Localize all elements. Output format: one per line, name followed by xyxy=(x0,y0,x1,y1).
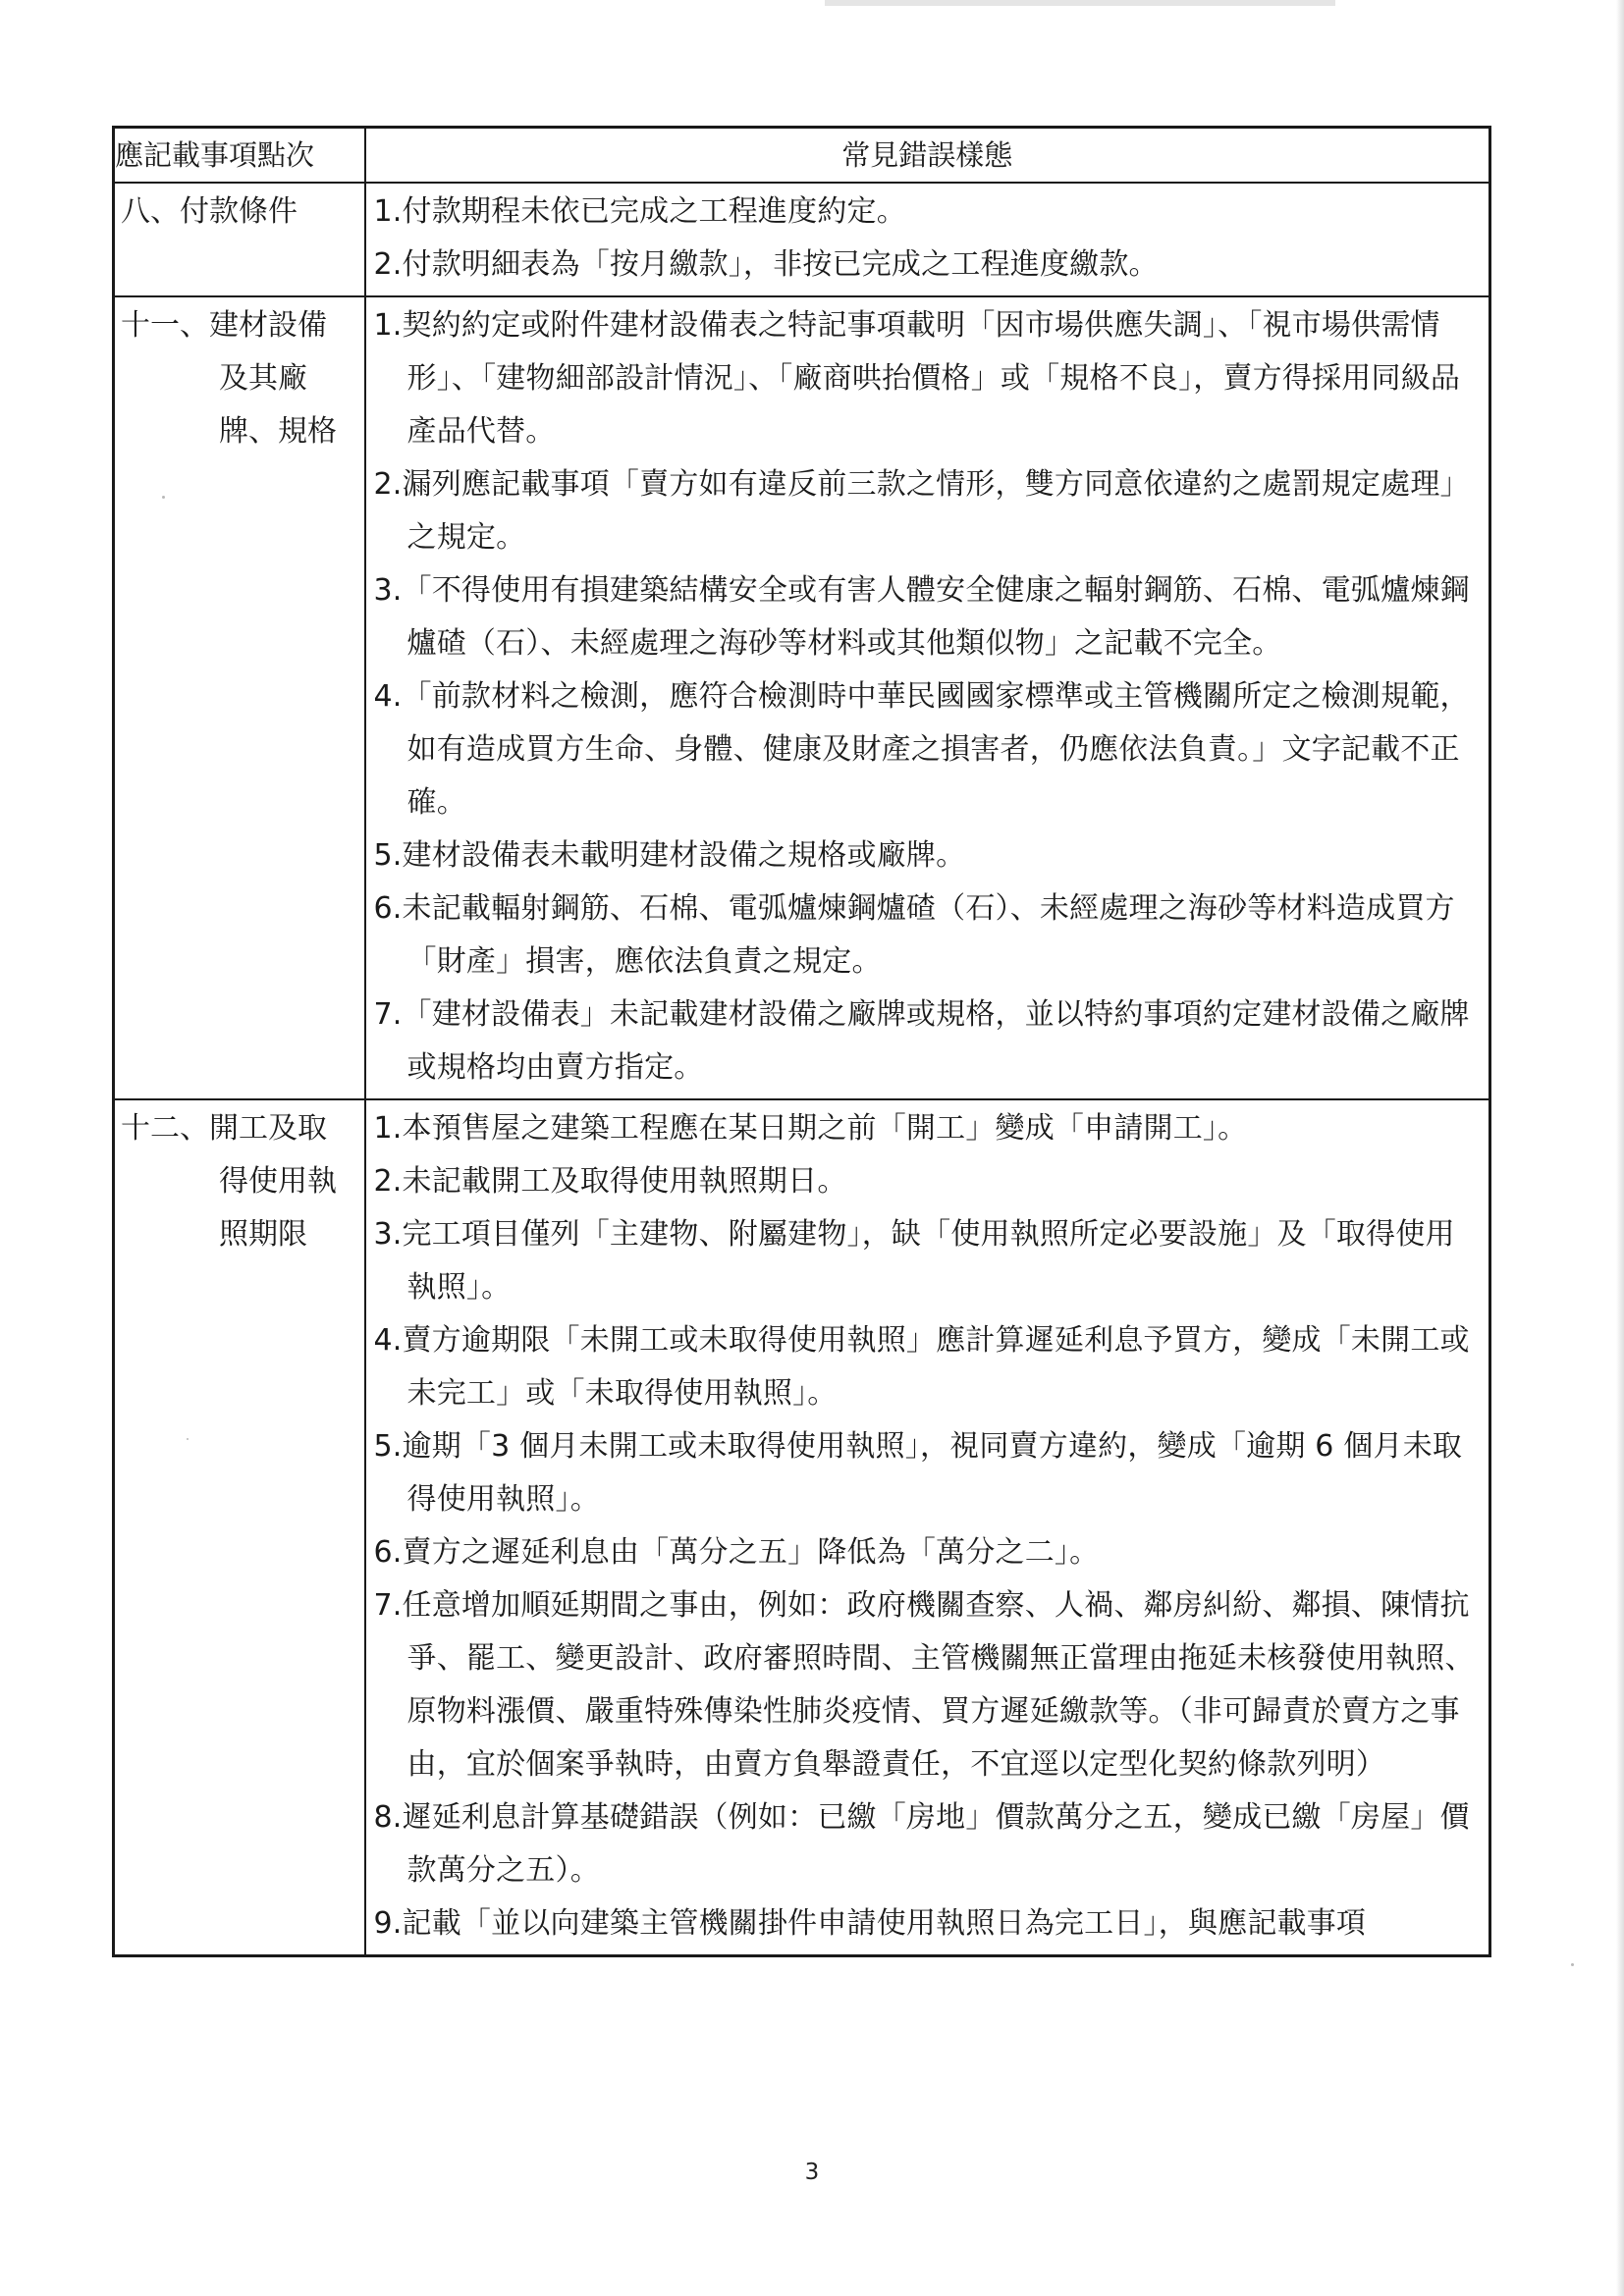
error-item: 2.未記載開工及取得使用執照期日。 xyxy=(373,1164,847,1199)
error-item: 8.遲延利息計算基礎錯誤（例如：已繳「房地」價款萬分之五，變成已繳「房屋」價款萬分之五）。 xyxy=(373,1800,1470,1888)
error-item: 6.賣方之遲延利息由「萬分之五」降低為「萬分之二」。 xyxy=(373,1535,1100,1570)
table-row xyxy=(114,1099,1490,1956)
item-label-line: 十一、建材設備 xyxy=(121,308,327,343)
scan-speck xyxy=(1571,1963,1574,1966)
item-label-line: 照期限 xyxy=(219,1217,307,1252)
scan-top-smudge xyxy=(825,0,1335,6)
item-cell xyxy=(114,1099,365,1956)
errors-cell xyxy=(365,183,1490,296)
item-label-line: 十二、開工及取 xyxy=(121,1111,327,1146)
header-errors-column: 常見錯誤樣態 xyxy=(365,128,1490,184)
error-item: 1.付款期程未依已完成之工程進度約定。 xyxy=(373,194,906,229)
error-item: 6.未記載輻射鋼筋、石棉、電弧爐煉鋼爐碴（石）、未經處理之海砂等材料造成買方「財產」損害，應依法負責之規定。 xyxy=(373,891,1455,979)
header-item-column: 應記載事項點次 xyxy=(114,128,365,184)
item-cell xyxy=(114,296,365,1099)
item-label-line: 及其廠 xyxy=(219,361,307,396)
table-row xyxy=(114,296,1490,1099)
error-item: 4.賣方逾期限「未開工或未取得使用執照」應計算遲延利息予買方，變成「未開工或未完工」或「未取得使用執照」。 xyxy=(373,1323,1470,1411)
error-item: 9.記載「並以向建築主管機關掛件申請使用執照日為完工日」，與應記載事項 xyxy=(373,1906,1367,1941)
error-item: 4.「前款材料之檢測，應符合檢測時中華民國國家標準或主管機關所定之檢測規範，如有造成買方生命、身體、健康及財產之損害者，仍應依法負責。」文字記載不正確。 xyxy=(373,679,1470,820)
item-label-line: 得使用執 xyxy=(219,1164,337,1199)
error-item: 2.漏列應記載事項「賣方如有違反前三款之情形，雙方同意依違約之處罰規定處理」之規定。 xyxy=(373,467,1470,555)
error-item: 3.「不得使用有損建築結構安全或有害人體安全健康之輻射鋼筋、石棉、電弧爐煉鋼爐碴（石）、未經處理之海砂等材料或其他類似物」之記載不完全。 xyxy=(373,573,1470,661)
errors-cell xyxy=(365,296,1490,1099)
error-item: 2.付款明細表為「按月繳款」，非按已完成之工程進度繳款。 xyxy=(373,247,1159,282)
item-label-line: 八、付款條件 xyxy=(121,194,298,229)
scan-right-edge-shadow xyxy=(1616,0,1624,2296)
error-item: 5.逾期「3 個月未開工或未取得使用執照」，視同賣方違約，變成「逾期 6 個月未取得使用執照」。 xyxy=(373,1429,1463,1517)
error-item: 7.任意增加順延期間之事由，例如：政府機關查察、人禍、鄰房糾紛、鄰損、陳情抗爭、罷工、變更設計、政府審照時間、主管機關無正當理由拖延未核發使用執照、原物料漲價、嚴重特殊傳染性肺炎疫情、買方遲延繳款等。（非可歸責於賣方之事由，宜於個案爭執時，由賣方負舉證責任，不宜逕以定型化契約條款列明） xyxy=(373,1588,1475,1782)
common-errors-table xyxy=(112,126,1491,1957)
error-item: 1.本預售屋之建築工程應在某日期之前「開工」變成「申請開工」。 xyxy=(373,1111,1248,1146)
errors-cell xyxy=(365,1099,1490,1956)
page-number: 3 xyxy=(804,2160,820,2185)
table-header-row xyxy=(114,128,1490,184)
table-row xyxy=(114,183,1490,296)
error-item: 7.「建材設備表」未記載建材設備之廠牌或規格，並以特約事項約定建材設備之廠牌或規格均由賣方指定。 xyxy=(373,997,1470,1085)
error-item: 5.建材設備表未載明建材設備之規格或廠牌。 xyxy=(373,838,966,873)
error-item: 1.契約約定或附件建材設備表之特記事項載明「因市場供應失調」、「視市場供需情形」、「建物細部設計情況」、「廠商哄抬價格」或「規格不良」，賣方得採用同級品產品代替。 xyxy=(373,308,1461,449)
error-item: 3.完工項目僅列「主建物、附屬建物」，缺「使用執照所定必要設施」及「取得使用執照」。 xyxy=(373,1217,1455,1305)
item-cell xyxy=(114,183,365,296)
item-label-line: 牌、規格 xyxy=(219,414,337,449)
